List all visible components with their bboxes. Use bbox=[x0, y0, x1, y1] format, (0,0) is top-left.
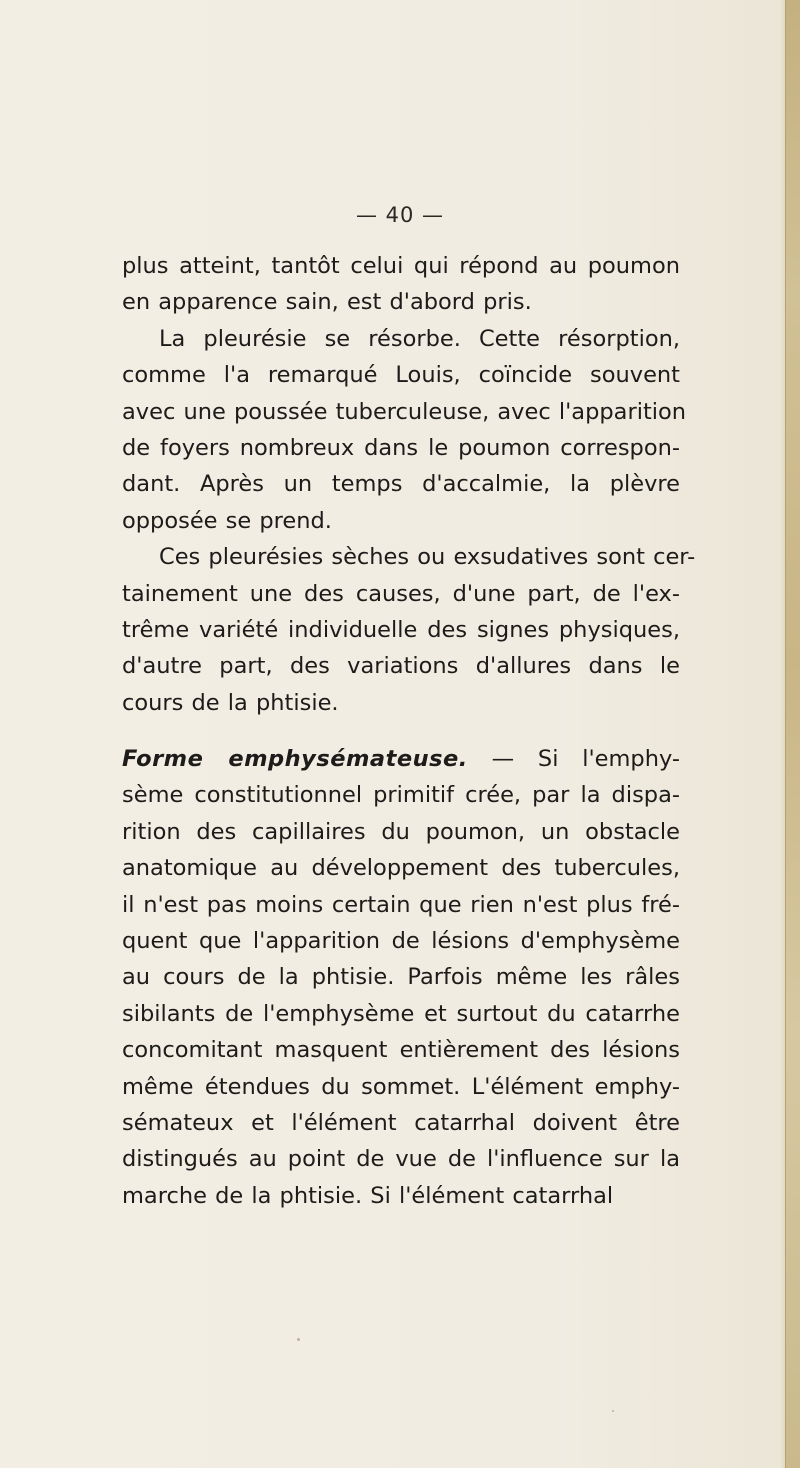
text-line: cours de la phtisie. bbox=[122, 689, 339, 716]
text-line: tainement une des causes, d'une part, de l'ex- bbox=[122, 580, 680, 607]
section-heading: Forme emphysémateuse. bbox=[122, 746, 468, 773]
text-line: concomitant masquent entièrement des lésions bbox=[122, 1037, 680, 1064]
paper-speck bbox=[612, 1410, 614, 1412]
text-line: sémateux et l'élément catarrhal doivent être bbox=[122, 1109, 680, 1136]
paper-speck bbox=[297, 1338, 300, 1341]
text-line: de foyers nombreux dans le poumon correspon- bbox=[122, 434, 680, 461]
text-line: anatomique au développement des tubercules, bbox=[122, 855, 680, 882]
text-line: au cours de la phtisie. Parfois même les râles bbox=[122, 964, 680, 991]
text-line: opposée se prend. bbox=[122, 507, 332, 534]
paragraph-gap bbox=[122, 721, 680, 741]
text-line: plus atteint, tantôt celui qui répond au poumon bbox=[122, 253, 680, 279]
text-line: rition des capillaires du poumon, un obstacle bbox=[122, 818, 680, 845]
text-line: même étendues du sommet. L'élément emphy- bbox=[122, 1073, 680, 1100]
body-text bbox=[122, 248, 696, 1214]
text-line: d'autre part, des variations d'allures dans le bbox=[122, 653, 680, 680]
text-line: dant. Après un temps d'accalmie, la plèvre bbox=[122, 471, 680, 498]
text-line: comme l'a remarqué Louis, coïncide souvent bbox=[122, 362, 680, 389]
page-number: — 40 — bbox=[355, 203, 445, 227]
text-line: il n'est pas moins certain que rien n'est plus fré- bbox=[122, 891, 680, 918]
text-line bbox=[122, 741, 680, 777]
text-line: sème constitutionnel primitif crée, par la dispa- bbox=[122, 782, 680, 809]
text-line: La pleurésie se résorbe. Cette résorption, bbox=[159, 325, 680, 352]
text-line: Ces pleurésies sèches ou exsudatives sont cer- bbox=[159, 544, 696, 571]
text-line: trême variété individuelle des signes physiques, bbox=[122, 616, 680, 643]
text-line: quent que l'apparition de lésions d'emphysème bbox=[122, 928, 680, 955]
text-line: sibilants de l'emphysème et surtout du catarrhe bbox=[122, 1000, 680, 1027]
text-line: en apparence sain, est d'abord pris. bbox=[122, 289, 532, 316]
text-line: distingués au point de vue de l'influence sur la bbox=[122, 1146, 680, 1173]
heading-line-rest: — Si l'emphy- bbox=[467, 746, 680, 773]
text-line: marche de la phtisie. Si l'élément catarrhal bbox=[122, 1182, 614, 1209]
text-line: avec une poussée tuberculeuse, avec l'apparition bbox=[122, 398, 687, 425]
